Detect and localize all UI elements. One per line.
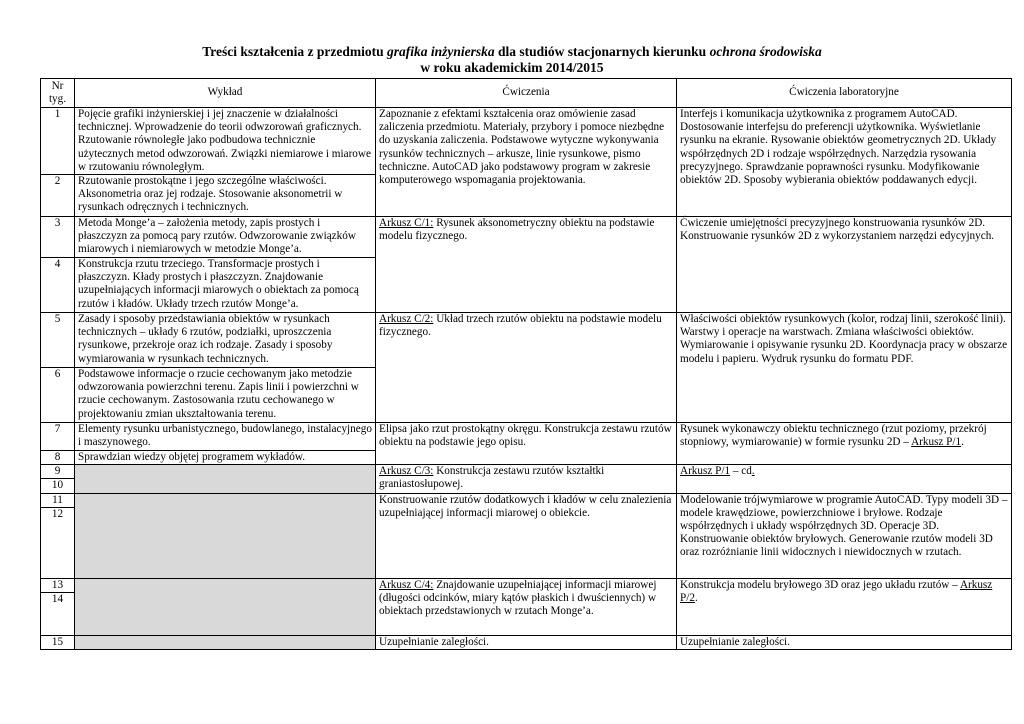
week-number: 7 [41,423,75,451]
lab-cell: Uzupełnianie zaległości. [677,636,1012,650]
lab-cell [677,578,1012,635]
exercise-cell: Uzupełnianie zaległości. [376,636,677,650]
title-field: ochrona środowiska [709,44,822,59]
header-lab: Ćwiczenia laboratoryjne [677,79,1012,108]
exercise-cell: Elipsa jako rzut prostokątny okręgu. Konstrukcja zestawu rzutów obiektu na podstawie jego opisu. [376,423,677,465]
week-number: 11 [41,493,75,507]
header-lecture: Wykład [75,79,376,108]
lecture-cell: Zasady i sposoby przedstawiania obiektów w rysunkach technicznych – układy 6 rzutów, podziałki, uproszczenia rysunkowe, przekroje oraz ich rodzaje. Zasady i sposoby wymiarowania w rysunkach technicznych. [75,313,376,368]
table-row [41,636,1012,650]
exercise-text: Znajdowanie uzupełniającej informacji miarowej (długości odcinków, miary kątów płaskich i dwuściennych) w obiektach przedstawionych w rzutach Monge’a. [379,578,657,618]
lab-cell: Właściwości obiektów rysunkowych (kolor, rodzaj linii, szerokość linii). Warstwy i operacje na warstwach. Zmiana właściwości obiektów. Wymiarowanie i opisywanie rysunku 2D. Koordynacja pracy w obszarze modelu i papieru. Wydruk rysunku do formatu PDF. [677,313,1012,423]
worksheet-link[interactable]: Arkusz C/2: [379,313,434,326]
week-number: 8 [41,451,75,465]
lab-text: . [694,592,698,605]
header-exercises: Ćwiczenia [376,79,677,108]
lab-cell [677,465,1012,493]
title-text: Treści kształcenia z przedmiotu [202,44,387,59]
lab-text: . [961,436,964,449]
worksheet-link[interactable]: Arkusz C/1: [379,217,434,230]
week-number: 9 [41,465,75,479]
lab-cell: Ćwiczenie umiejętności precyzyjnego konstruowania rysunków 2D. Konstruowanie rysunków 2D z wykorzystaniem narzędzi edycyjnych. [677,217,1012,313]
exercise-text: Konstrukcja zestawu rzutów kształtki graniastosłupowej. [379,465,605,491]
lab-text: . [751,465,755,478]
exercise-text: Rysunek aksonometryczny obiektu na podstawie modelu fizycznego. [379,217,655,243]
worksheet-link[interactable]: Arkusz C/4: [379,578,434,591]
week-number: 2 [41,175,75,217]
lecture-cell: Rzutowanie prostokątne i jego szczególne właściwości. Aksonometria oraz jej rodzaje. Stosowanie aksonometrii w rysunkach odręcznych i technicznych. [75,175,376,217]
lab-text: Konstrukcja modelu bryłowego 3D oraz jego układu rzutów – [680,578,960,591]
lecture-cell-empty [75,636,376,650]
table-row [41,493,1012,507]
exercise-cell [376,578,677,635]
lecture-cell: Podstawowe informacje o rzucie cechowanym jako metodzie odwzorowania powierzchni terenu. Zapis linii i powierzchni w rzucie cechowanym. Zastosowania rzutu cechowanego w projektowaniu zmian ukształtowania terenu. [75,368,376,423]
week-number: 4 [41,258,75,313]
week-number: 5 [41,313,75,368]
table-row [41,217,1012,258]
lecture-cell: Pojęcie grafiki inżynierskiej i jej znaczenie w działalności technicznej. Wprowadzenie do teorii odwzorowań graficznych. Rzutowanie równoległe jako podbudowa technicznie użytecznych metod odwzorowań. Związki niemiarowe i miarowe w rzutowaniu równoległym. [75,108,376,175]
title-line-1 [0,44,1024,60]
lecture-cell: Sprawdzian wiedzy objętej programem wykładów. [75,451,376,465]
lecture-cell-empty [75,578,376,635]
title-subject: grafika inżynierska [387,44,495,59]
week-number: 6 [41,368,75,423]
week-number: 1 [41,108,75,175]
exercise-cell [376,465,677,493]
header-week-number: Nr tyg. [41,79,75,108]
worksheet-link[interactable]: Arkusz P/1 [911,436,962,449]
exercise-cell: Zapoznanie z efektami kształcenia oraz omówienie zasad zaliczenia przedmiotu. Materiały, przybory i pomoce niezbędne do uzyskania zaliczenia. Podstawowe wytyczne wykonywania rysunków technicznych – arkusze, linie rysunkowe, pismo techniczne. AutoCAD jako podstawowy program w zakresie komputerowego wspomagania projektowania. [376,108,677,217]
exercise-text: Układ trzech rzutów obiektu na podstawie modelu fizycznego. [379,313,662,339]
worksheet-link[interactable]: Arkusz P/1 [680,465,731,478]
exercise-cell [376,217,677,313]
document-title [0,44,1024,76]
lab-cell: Interfejs i komunikacja użytkownika z programem AutoCAD. Dostosowanie interfejsu do preferencji użytkownika. Wyświetlanie rysunku na ekranie. Rysowanie obiektów geometrycznych 2D. Układy współrzędnych 2D i rodzaje współrzędnych. Narzędzia rysowania precyzyjnego. Sprawdzanie poprawności rysunku. Modyfikowanie obiektów 2D. Sposoby wybierania obiektów poddawanych edycji. [677,108,1012,217]
week-number: 3 [41,217,75,258]
lecture-cell-empty [75,493,376,578]
week-number: 12 [41,507,75,578]
lab-text: Rysunek wykonawczy obiektu technicznego (rzut poziomy, przekrój stopniowy, wymiarowanie) w formie rysunku 2D – [680,423,987,449]
title-line-2: w roku akademickim 2014/2015 [420,60,604,75]
lab-text: – cd [730,465,752,478]
lab-cell: Modelowanie trójwymiarowe w programie AutoCAD. Typy modeli 3D – modele krawędziowe, powierzchniowe i bryłowe. Rodzaje współrzędnych i układy współrzędnych 3D. Operacje 3D. Konstruowanie obiektów bryłowych. Generowanie rzutów modeli 3D oraz rozróżnianie linii widocznych i niewidocznych w rzutach. [677,493,1012,578]
table-header-row [41,79,1012,108]
week-number: 15 [41,636,75,650]
lecture-cell-empty [75,465,376,493]
worksheet-link[interactable]: Arkusz C/3: [379,465,434,478]
table-row [41,578,1012,592]
week-number: 14 [41,593,75,636]
table-row [41,108,1012,175]
lab-cell [677,423,1012,465]
lecture-cell: Elementy rysunku urbanistycznego, budowlanego, instalacyjnego i maszynowego. [75,423,376,451]
lecture-cell: Metoda Monge’a – założenia metody, zapis prostych i płaszczyzn za pomocą pary rzutów. Odwzorowanie związków miarowych i niemiarowych w metodzie Monge’a. [75,217,376,258]
exercise-cell [376,313,677,423]
table-row [41,313,1012,368]
curriculum-table [40,78,1012,650]
table-row [41,465,1012,479]
worksheet-link[interactable]: Arkusz P/2 [680,578,993,605]
table-row [41,423,1012,451]
week-number: 13 [41,578,75,592]
title-text: dla studiów stacjonarnych kierunku [494,44,710,59]
lecture-cell: Konstrukcja rzutu trzeciego. Transformacje prostych i płaszczyzn. Kłady prostych i płaszczyzn. Znajdowanie uzupełniających informacji miarowych o obiektach za pomocą rzutów i kładów. Układy trzech rzutów Monge’a. [75,258,376,313]
exercise-cell: Konstruowanie rzutów dodatkowych i kładów w celu znalezienia uzupełniającej informacji miarowej o obiekcie. [376,493,677,578]
week-number: 10 [41,479,75,493]
